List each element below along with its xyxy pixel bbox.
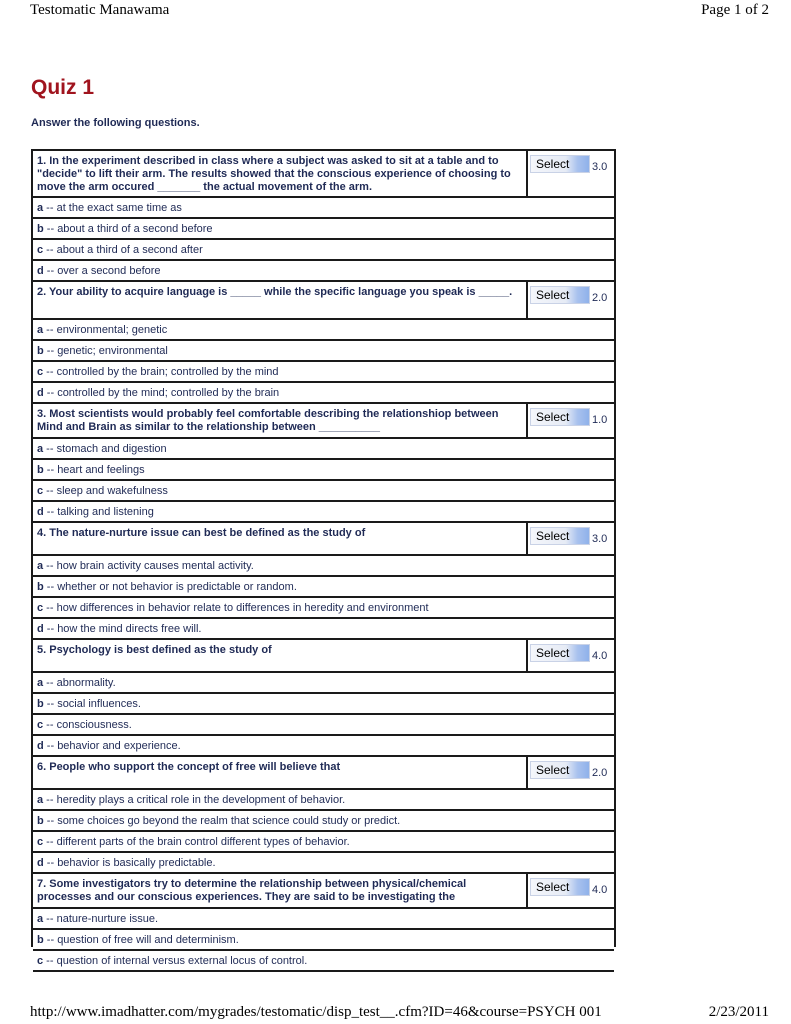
answer-text: controlled by the brain; controlled by the mind: [56, 366, 279, 378]
answer-letter: b: [37, 698, 44, 710]
answer-text: how the mind directs free will.: [57, 623, 202, 635]
answer-letter: d: [37, 265, 44, 277]
answer-text: behavior is basically predictable.: [57, 857, 216, 869]
answer-text: social influences.: [57, 698, 141, 710]
question-text: 6. People who support the concept of free will believe that: [33, 757, 528, 788]
questions-table: [31, 149, 616, 967]
question-points: 2.0: [592, 292, 608, 304]
answer-select-dropdown[interactable]: Select: [530, 527, 590, 545]
answer-option: d -- talking and listening: [33, 502, 614, 523]
answer-text: heredity plays a critical role in the development of behavior.: [56, 794, 346, 806]
question-text: 5. Psychology is best defined as the study of: [33, 640, 528, 671]
answer-text: over a second before: [57, 265, 161, 277]
answer-letter: c: [37, 602, 44, 614]
answer-selector: [528, 404, 614, 437]
answer-option: c -- different parts of the brain control different types of behavior.: [33, 832, 614, 853]
question-row: [33, 282, 614, 320]
question-text: 7. Some investigators try to determine the relationship between physical/chemical processes and our conscious experiences. They are said to be investigating the: [33, 874, 528, 907]
answer-select-dropdown[interactable]: Select: [530, 878, 590, 896]
answer-text: nature-nurture issue.: [56, 913, 159, 925]
answer-letter: d: [37, 387, 44, 399]
answer-option: b -- whether or not behavior is predictable or random.: [33, 577, 614, 598]
answer-text: talking and listening: [57, 506, 154, 518]
answer-option: b -- about a third of a second before: [33, 219, 614, 240]
answer-select-dropdown[interactable]: Select: [530, 408, 590, 426]
answer-letter: b: [37, 345, 44, 357]
answer-option: a -- environmental; genetic: [33, 320, 614, 341]
answer-letter: d: [37, 857, 44, 869]
answer-letter: b: [37, 581, 44, 593]
answer-text: question of free will and determinism.: [57, 934, 239, 946]
question-points: 2.0: [592, 767, 608, 779]
answer-option: a -- stomach and digestion: [33, 439, 614, 460]
answer-option: a -- heredity plays a critical role in the development of behavior.: [33, 790, 614, 811]
question-text: 1. In the experiment described in class where a subject was asked to sit at a table and to "decide" to lift their arm. The results showed that the conscious experience of choosing to move the arm occured _______ the actual movement of the arm.: [33, 151, 528, 196]
question-row: [33, 640, 614, 673]
question-row: [33, 151, 614, 198]
answer-letter: b: [37, 464, 44, 476]
question-text: 2. Your ability to acquire language is _____ while the specific language you speak is _____.: [33, 282, 528, 318]
answer-letter: a: [37, 202, 44, 214]
quiz-instructions: Answer the following questions.: [31, 117, 200, 129]
question-row: [33, 404, 614, 439]
question-points: 4.0: [592, 884, 608, 896]
answer-letter: a: [37, 324, 44, 336]
answer-option: b -- social influences.: [33, 694, 614, 715]
quiz-title: Quiz 1: [31, 76, 95, 99]
answer-option: b -- some choices go beyond the realm that science could study or predict.: [33, 811, 614, 832]
answer-option: d -- over a second before: [33, 261, 614, 282]
answer-select-dropdown[interactable]: Select: [530, 286, 590, 304]
answer-option: d -- behavior and experience.: [33, 736, 614, 757]
answer-letter: b: [37, 223, 44, 235]
question-row: [33, 874, 614, 909]
answer-text: different parts of the brain control different types of behavior.: [56, 836, 350, 848]
question-points: 1.0: [592, 414, 608, 426]
answer-text: about a third of a second after: [56, 244, 203, 256]
answer-letter: d: [37, 740, 44, 752]
question-text: 4. The nature-nurture issue can best be defined as the study of: [33, 523, 528, 554]
answer-letter: c: [37, 836, 44, 848]
answer-option: a -- how brain activity causes mental activity.: [33, 556, 614, 577]
answer-letter: a: [37, 443, 44, 455]
answer-option: c -- question of internal versus external locus of control.: [33, 951, 614, 972]
answer-letter: c: [37, 485, 44, 497]
answer-letter: a: [37, 794, 44, 806]
answer-letter: d: [37, 623, 44, 635]
answer-option: c -- controlled by the brain; controlled by the mind: [33, 362, 614, 383]
question-points: 3.0: [592, 533, 608, 545]
answer-option: b -- question of free will and determinism.: [33, 930, 614, 951]
answer-selector: [528, 151, 614, 196]
answer-option: d -- how the mind directs free will.: [33, 619, 614, 640]
answer-text: heart and feelings: [57, 464, 145, 476]
answer-option: a -- abnormality.: [33, 673, 614, 694]
answer-letter: b: [37, 934, 44, 946]
question-points: 3.0: [592, 161, 608, 173]
answer-text: how brain activity causes mental activity.: [56, 560, 254, 572]
answer-text: some choices go beyond the realm that science could study or predict.: [57, 815, 401, 827]
answer-text: controlled by the mind; controlled by the brain: [57, 387, 280, 399]
answer-letter: c: [37, 719, 44, 731]
answer-selector: [528, 757, 614, 788]
answer-select-dropdown[interactable]: Select: [530, 644, 590, 662]
question-text: 3. Most scientists would probably feel comfortable describing the relationshiop between Mind and Brain as similar to the relationship between __________: [33, 404, 528, 437]
answer-text: whether or not behavior is predictable or random.: [57, 581, 297, 593]
site-name: Testomatic Manawama: [30, 2, 170, 18]
answer-text: how differences in behavior relate to differences in heredity and environment: [56, 602, 429, 614]
answer-letter: a: [37, 913, 44, 925]
answer-option: d -- controlled by the mind; controlled by the brain: [33, 383, 614, 404]
answer-option: b -- heart and feelings: [33, 460, 614, 481]
question-row: [33, 757, 614, 790]
answer-text: consciousness.: [56, 719, 132, 731]
answer-text: question of internal versus external locus of control.: [56, 955, 308, 967]
answer-letter: c: [37, 955, 44, 967]
answer-text: sleep and wakefulness: [56, 485, 168, 497]
answer-select-dropdown[interactable]: Select: [530, 761, 590, 779]
answer-option: c -- sleep and wakefulness: [33, 481, 614, 502]
answer-selector: [528, 282, 614, 318]
answer-text: at the exact same time as: [56, 202, 182, 214]
answer-text: about a third of a second before: [57, 223, 213, 235]
answer-selector: [528, 640, 614, 671]
answer-text: abnormality.: [56, 677, 116, 689]
answer-option: c -- consciousness.: [33, 715, 614, 736]
question-points: 4.0: [592, 650, 608, 662]
answer-option: b -- genetic; environmental: [33, 341, 614, 362]
print-date: 2/23/2011: [708, 1004, 769, 1020]
answer-letter: c: [37, 244, 44, 256]
answer-select-dropdown[interactable]: Select: [530, 155, 590, 173]
answer-option: a -- at the exact same time as: [33, 198, 614, 219]
answer-text: stomach and digestion: [56, 443, 167, 455]
answer-option: c -- how differences in behavior relate to differences in heredity and environment: [33, 598, 614, 619]
answer-letter: c: [37, 366, 44, 378]
page-url: http://www.imadhatter.com/mygrades/testomatic/disp_test__.cfm?ID=46&course=PSYCH 001: [30, 1004, 602, 1020]
answer-letter: b: [37, 815, 44, 827]
answer-letter: d: [37, 506, 44, 518]
answer-text: behavior and experience.: [57, 740, 181, 752]
question-row: [33, 523, 614, 556]
answer-option: d -- behavior is basically predictable.: [33, 853, 614, 874]
answer-letter: a: [37, 560, 44, 572]
answer-text: environmental; genetic: [56, 324, 168, 336]
answer-option: a -- nature-nurture issue.: [33, 909, 614, 930]
page-indicator: Page 1 of 2: [701, 2, 769, 18]
answer-selector: [528, 523, 614, 554]
answer-selector: [528, 874, 614, 907]
answer-option: c -- about a third of a second after: [33, 240, 614, 261]
answer-text: genetic; environmental: [57, 345, 168, 357]
answer-letter: a: [37, 677, 44, 689]
